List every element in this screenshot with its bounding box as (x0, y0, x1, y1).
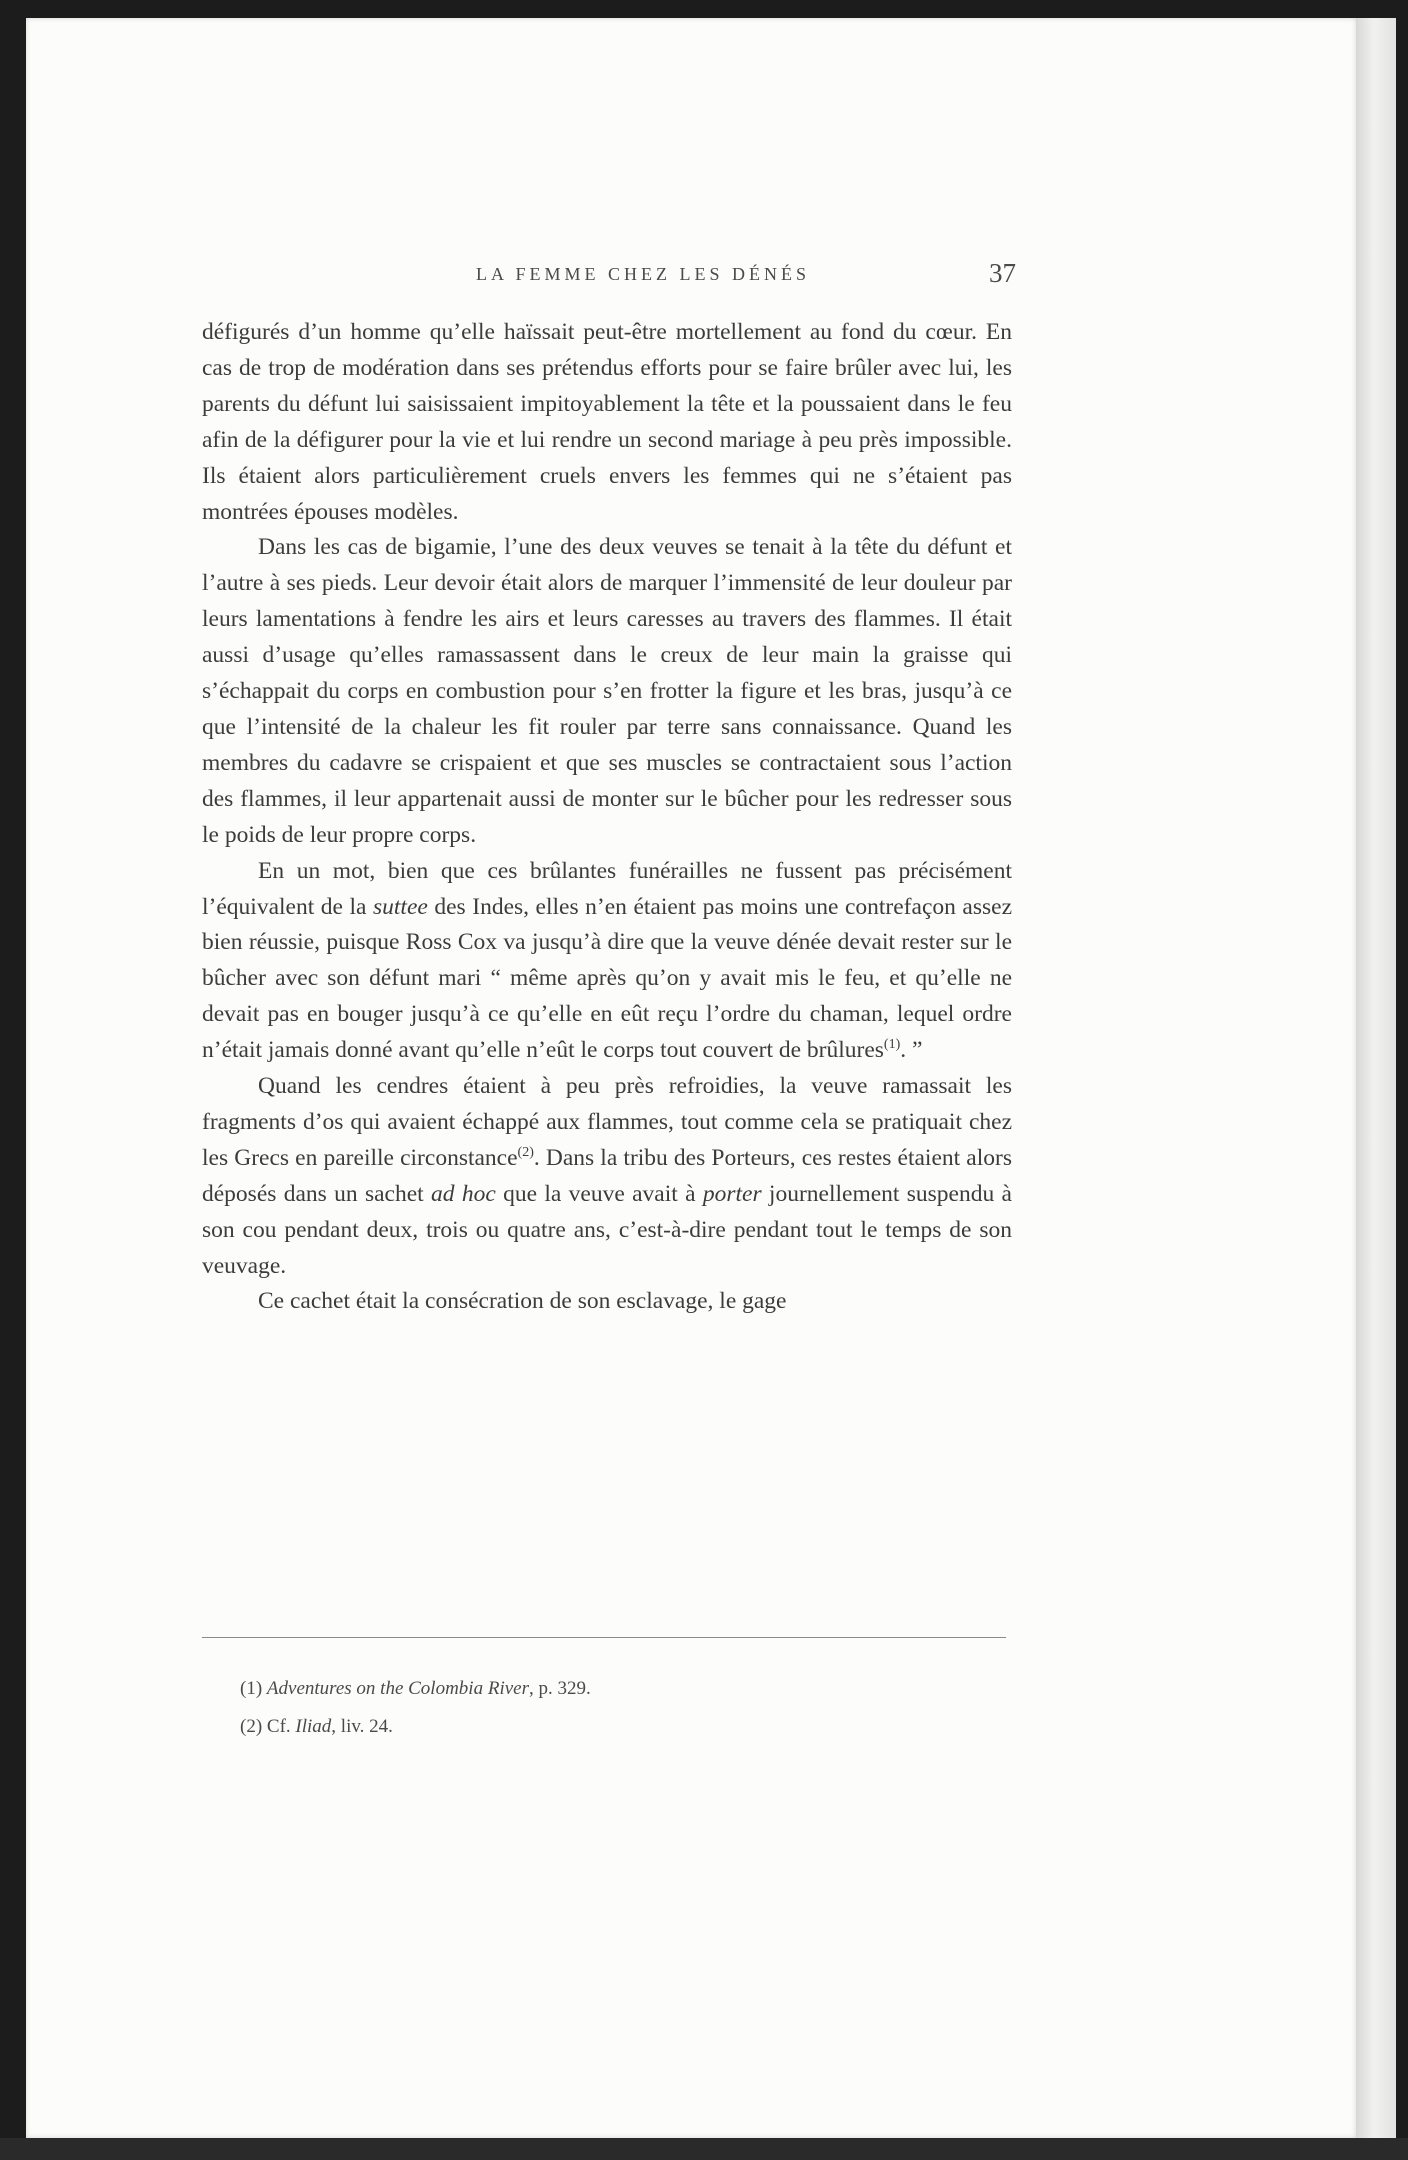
italic-term-suttee: suttee (373, 893, 428, 920)
footnote-1-title: Adventures on the Colombia River (266, 1678, 529, 1699)
footnote-divider (202, 1637, 1006, 1638)
paragraph-5: Ce cachet était la consécration de son esclavage, le gage (258, 1288, 787, 1315)
italic-term-porter: porter (702, 1180, 762, 1207)
footnote-2-title: Iliad (295, 1716, 332, 1737)
paragraph-4-text-c: que la veuve avait à (495, 1180, 703, 1207)
footnote-1 (240, 1670, 1000, 1708)
paragraph-3 (202, 854, 1012, 1069)
paragraph-3-text-a: En un mot, bien que ces brûlantes funérailles ne fussent pas précisément l’équivalent de la (202, 857, 1012, 920)
page-edge (1356, 18, 1396, 2138)
footnote-ref-1: (1) (883, 1037, 901, 1053)
paragraph-4-text-d: journellement suspendu à son cou pendant deux, trois ou quatre ans, c’est-à-dire pendant tout le temps de son veuvage. (202, 1180, 1012, 1279)
page-number: 37 (989, 258, 1016, 288)
page-header (270, 258, 1016, 298)
footnote-1-page: , p. 329. (528, 1678, 591, 1699)
paragraph-3-text-b: des Indes, elles n’en étaient pas moins une contrefaçon assez bien réussie, puisque Ross Cox va jusqu’à dire que la veuve dénée devait rester sur le bûcher avec son défunt mari “ même après qu’on y avait mis le feu, et qu’elle ne devait pas en bouger jusqu’à ce qu’elle en eût reçu l’ordre du chaman, lequel ordre n’était jamais donné avant qu’elle n’eût le corps tout couvert de brûlures (202, 893, 1012, 1064)
scan-border (0, 2138, 1408, 2160)
paragraph-4-text-b: . Dans la tribu des Porteurs, ces restes étaient alors déposés dans un sachet (202, 1144, 1012, 1207)
running-title: LA FEMME CHEZ LES DÉNÉS (475, 264, 810, 284)
footnote-2 (240, 1708, 1000, 1746)
footnotes (240, 1670, 1000, 1746)
footnote-2-number: (2) Cf. (240, 1716, 296, 1737)
paragraph-3-text-c: . ” (900, 1037, 923, 1064)
paragraph-4-text-a: Quand les cendres étaient à peu près refroidies, la veuve ramassait les fragments d’os qui avaient échappé aux flammes, tout comme cela se pratiquait chez les Grecs en pareille circonstance (202, 1073, 1012, 1171)
italic-term-ad-hoc: ad hoc (431, 1180, 496, 1207)
paragraph-2: Dans les cas de bigamie, l’une des deux veuves se tenait à la tête du défunt et l’autre à ses pieds. Leur devoir était alors de marquer l’immensité de leur douleur par leurs lamentations à fendre les airs et leurs caresses au travers des flammes. Il était aussi d’usage qu’elles ramassassent dans le creux de leur main la graisse qui s’échappait du corps en combustion pour s’en frotter la figure et les bras, jusqu’à ce que l’intensité de la chaleur les fit rouler par terre sans connaissance. Quand les membres du cadavre se crispaient et que ses muscles se contractaient sous l’action des flammes, il leur appartenait aussi de monter sur le bûcher pour les redresser sous le poids de leur propre corps. (202, 534, 1012, 848)
footnote-2-ref: , liv. 24. (331, 1716, 393, 1737)
paragraph-4 (202, 1069, 1012, 1284)
body-text (202, 315, 1012, 1320)
footnote-ref-2: (2) (517, 1145, 534, 1161)
footnote-1-number: (1) (240, 1678, 267, 1699)
paragraph-1: défigurés d’un homme qu’elle haïssait peut-être mortellement au fond du cœur. En cas de trop de modération dans ses prétendus efforts pour se faire brûler avec lui, les parents du défunt lui saisissaient impitoyablement la tête et la poussaient dans le feu afin de la défigurer pour la vie et lui rendre un second mariage à peu près impossible. Ils étaient alors particulièrement cruels envers les femmes qui ne s’étaient pas montrées épouses modèles. (202, 319, 1012, 525)
